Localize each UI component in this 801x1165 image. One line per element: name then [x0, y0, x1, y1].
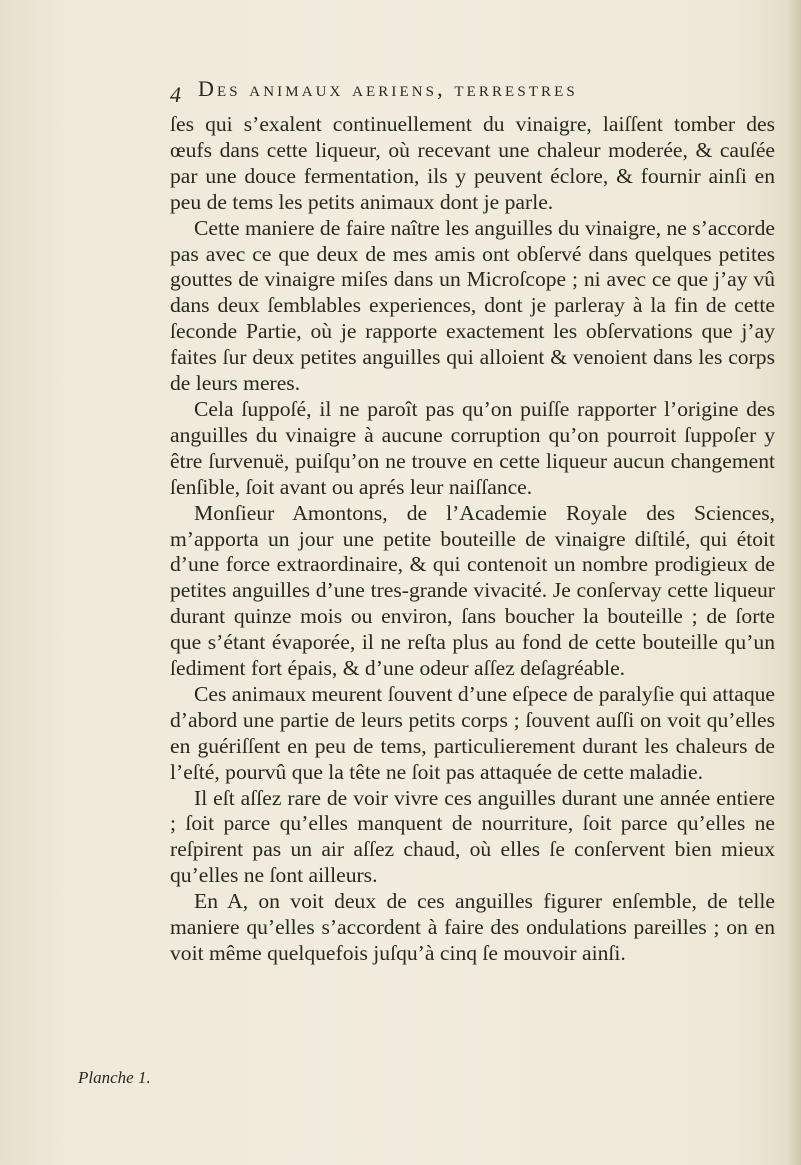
running-head-title: Des animaux aeriens, terrestres: [198, 76, 578, 101]
paragraph: Cela ſuppoſé, il ne paroît pas qu’on puiſſe rapporter l’origine des anguilles du vinaigre à aucune corruption qu’on pourroit ſuppoſer y être ſurvenuë, puiſqu’on ne trouve en cette liqueur aucun changement ſenſible, ſoit avant ou aprés leur naiſſance.: [170, 396, 775, 499]
paragraph: Il eſt aſſez rare de voir vivre ces anguilles durant une année entiere ; ſoit parce qu’elles manquent de nourriture, ſoit parce qu’elles ne reſpirent pas un air aſſez chaud, où elles ſe conſervent bien mieux qu’elles ne ſont ailleurs.: [170, 785, 775, 888]
body-text: [170, 112, 775, 967]
page-number: 4: [170, 82, 181, 107]
margin-note-planche: Planche 1.: [78, 1068, 151, 1087]
paragraph: Monſieur Amontons, de l’Academie Royale des Sciences, m’apporta un jour une petite bouteille de vinaigre diſtilé, qui étoit d’une force extraordinaire, & qui contenoit un nombre prodigieux de petites anguilles d’une tres-grande vivacité. Je conſervay cette liqueur durant quinze mois ou environ, ſans boucher la bouteille ; de ſorte que s’étant évaporée, il ne reſta plus au fond de cette bouteille qu’un ſediment fort épais, & d’une odeur aſſez deſagréable.: [170, 500, 775, 681]
paragraph: Ces animaux meurent ſouvent d’une eſpece de paralyſie qui attaque d’abord une partie de leurs petits corps ; ſouvent auſſi on voit qu’elles en guériſſent en peu de tems, particulierement durant les chaleurs de l’eſté, pourvû que la tête ne ſoit pas attaquée de cette maladie.: [170, 681, 776, 784]
page-edge-shadow: [787, 0, 801, 1165]
running-head: [170, 76, 770, 112]
paragraph: Cette maniere de faire naître les anguilles du vinaigre, ne s’accorde pas avec ce que deux de mes amis ont obſervé dans quelques petites gouttes de vinaigre miſes dans un Microſcope ; ni avec ce que j’ay vû dans deux ſemblables experiences, dont je parleray à la fin de cette ſeconde Partie, où je rapporte exactement les obſervations que j’ay faites ſur deux petites anguilles qui alloient & venoient dans les corps de leurs meres.: [170, 215, 775, 396]
paragraph: En A, on voit deux de ces anguilles figurer enſemble, de telle maniere qu’elles s’accordent à faire des ondulations pareilles ; on en voit même quelquefois juſqu’à cinq ſe mouvoir ainſi.: [170, 889, 775, 965]
paragraph-continued: ſes qui s’exalent continuellement du vinaigre, laiſſent tomber des œufs dans cette liqueur, où recevant une chaleur moderée, & cauſée par une douce fermentation, ils y peuvent éclore, & fournir ainſi en peu de tems les petits animaux dont je parle.: [170, 112, 775, 214]
